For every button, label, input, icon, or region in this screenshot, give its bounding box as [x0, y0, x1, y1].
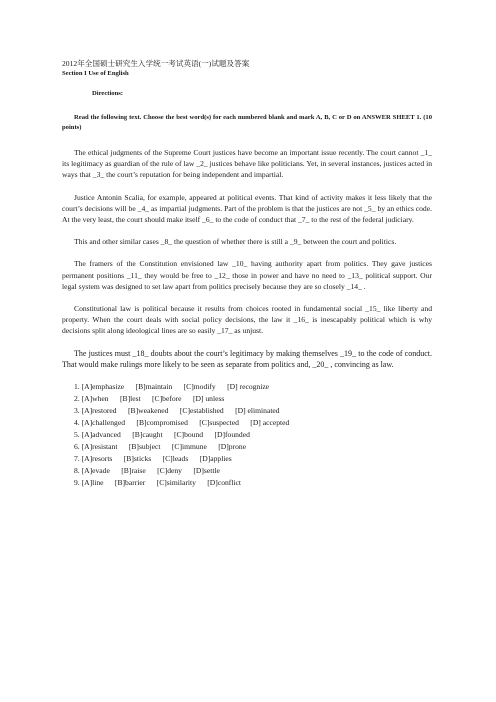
passage-paragraph: This and other similar cases _8_ the question of whether there is still a _9_ between the court and politics. [74, 237, 397, 247]
answer-option: 7. [A]resorts [B]sticks [C]leads [D]applies [74, 454, 232, 464]
answer-option: 4. [A]challenged [B]compromised [C]suspected [D] accepted [74, 418, 290, 428]
answer-option: 8. [A]evade [B]raise [C]deny [D]settle [74, 466, 220, 476]
answer-option: 6. [A]resistant [B]subject [C]immune [D]prone [74, 442, 247, 452]
answer-options-list [74, 381, 432, 489]
passage-paragraph: Constitutional law is political because it results from choices rooted in fundamental social _15_ like liberty and property. When the court deals with social policy decisions, the law it _16_ is inescapably political which is why decisions split along ideological lines are so easily _17_ as unjust. [62, 304, 432, 336]
document-title: 2012年全国硕士研究生入学统一考试英语(一)试题及答案 [62, 59, 250, 68]
answer-option: 3. [A]restored [B]weakened [C]established [D] eliminated [74, 406, 280, 416]
passage-paragraph: The ethical judgments of the Supreme Court justices have become an important issue recently. The court cannot _1_ its legitimacy as guardian of the rule of law _2_ justices behave like politicians. Yet, in several instances, justices acted in ways that _3_ the court’s reputation for being independent and impartial. [62, 148, 432, 180]
directions-heading: Directions: [92, 90, 124, 97]
instruction-text: Read the following text. Choose the best word(s) for each numbered blank and mark A, B, C or D on ANSWER SHEET 1. (10 points) [62, 114, 432, 131]
section-heading: Section I Use of English [62, 70, 129, 77]
answer-option: 1. [A]emphasize [B]maintain [C]modify [D] recognize [74, 382, 270, 392]
answer-option: 9. [A]line [B]barrier [C]similarity [D]conflict [74, 478, 242, 488]
answer-option: 2. [A]when [B]lest [C]before [D] unless [74, 394, 225, 404]
passage-paragraph: The justices must _18_ doubts about the court’s legitimacy by making themselves _19_ to the code of conduct. That would make rulings more likely to be seen as separate from politics and, _20_ , convincing as law. [62, 348, 432, 369]
passage-paragraph: Justice Antonin Scalia, for example, appeared at political events. That kind of activity makes it less likely that the court’s decisions will be _4_ as impartial judgments. Part of the problem is that the justices are not _5_ by an ethics code. At the very least, the court should make itself _6_ to the code of conduct that _7_ to the rest of the federal judiciary. [62, 192, 432, 225]
document-page [62, 58, 432, 489]
passage-paragraph: The framers of the Constitution envisioned law _10_ having authority apart from politics. They gave justices permanent positions _11_ they would be free to _12_ those in power and have no need to _13_ political support. Our legal system was designed to set law apart from politics precisely because they are so closely _14_ . [62, 259, 432, 291]
answer-option: 5. [A]advanced [B]caught [C]bound [D]founded [74, 430, 250, 440]
